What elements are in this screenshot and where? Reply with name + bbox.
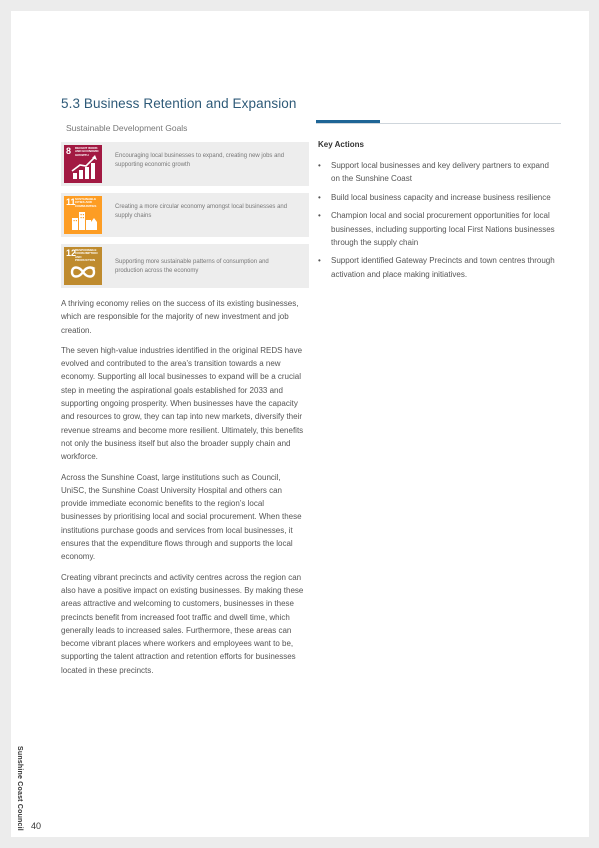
sdg-description: Creating a more circular economy amongst local businesses and supply chains: [115, 204, 288, 219]
sdg-icon-label: RESPONSIBLE CONSUMPTION AND PRODUCTION: [75, 248, 98, 262]
key-action-item: • Champion local and social procurement opportunities for local businesses, including supporting local First Nations businesses through the supply chain: [318, 209, 558, 249]
key-actions-title: Key Actions: [318, 140, 364, 149]
key-action-item: • Support local businesses and key delivery partners to expand on the Sunshine Coast: [318, 159, 558, 186]
infinity-loop-icon: [64, 247, 102, 285]
page-number: 40: [31, 821, 42, 831]
body-text: [61, 297, 305, 684]
sdg-goal-12: [61, 244, 309, 288]
document-page: [11, 11, 589, 837]
side-label: Sunshine Coast Council: [16, 746, 23, 831]
sdg-goal-8: [61, 142, 309, 186]
sdg-icon-label: SUSTAINABLE CITIES AND COMMUNITIES: [75, 197, 97, 208]
city-buildings-icon: [64, 196, 102, 234]
sdg-goal-11: [61, 193, 309, 237]
key-actions-list: [318, 159, 558, 286]
sdg-icon-label: DECENT WORK AND ECONOMIC GROWTH: [75, 146, 99, 157]
sdg-number: 8: [66, 146, 72, 156]
sdg-description: Encouraging local businesses to expand, creating new jobs and supporting economic growth: [115, 153, 285, 168]
sdg-heading: Sustainable Development Goals: [66, 123, 188, 133]
body-paragraph: A thriving economy relies on the success of its existing businesses, which are responsible for the majority of new investment and job creation.: [61, 299, 299, 335]
section-title: 5.3 Business Retention and Expansion: [61, 96, 297, 111]
sdg-number: 12: [66, 248, 77, 258]
growth-chart-icon: [64, 145, 102, 183]
sdg-description: Supporting more sustainable patterns of consumption and production across the economy: [115, 259, 269, 274]
sdg-number: 11: [66, 197, 76, 207]
key-actions-divider: [316, 123, 561, 124]
body-paragraph: Creating vibrant precincts and activity centres across the region can also have a positive impact on existing businesses. By making these areas attractive and welcoming to customers, businesses in these precincts benefit from increased foot traffic and dwell time, which generally leads to increased sales. Furthermore, these areas can become vibrant places where workers and employees want to be, supporting the talent attraction and retention efforts for businesses located in these precincts.: [61, 572, 304, 675]
body-paragraph: The seven high-value industries identified in the original REDS have evolved and contributed to the area’s transition towards a new economy. Supporting all local businesses to expand will be a crucial step in meeting the aspirational goals established for 2033 and supporting ongoing prosperity. When businesses have the capacity and resources to grow, they can tap into new markets, diversify their revenue streams and become more resilient. Ultimately, this benefits not only the business itself but also the broader supply chain and workforce.: [61, 345, 304, 462]
body-paragraph: Across the Sunshine Coast, large institutions such as Council, UniSC, the Sunshine Coast University Hospital and others can provide immediate economic benefits to the region’s local businesses by prioritising local and social procurement. When these institutions purchase goods and services from local businesses, it ensures that the expenditure flows through and supports the local economy.: [61, 472, 302, 562]
key-action-item: • Support identified Gateway Precincts and town centres through activation and place making initiatives.: [318, 254, 558, 281]
key-action-item: • Build local business capacity and increase business resilience: [318, 191, 558, 204]
